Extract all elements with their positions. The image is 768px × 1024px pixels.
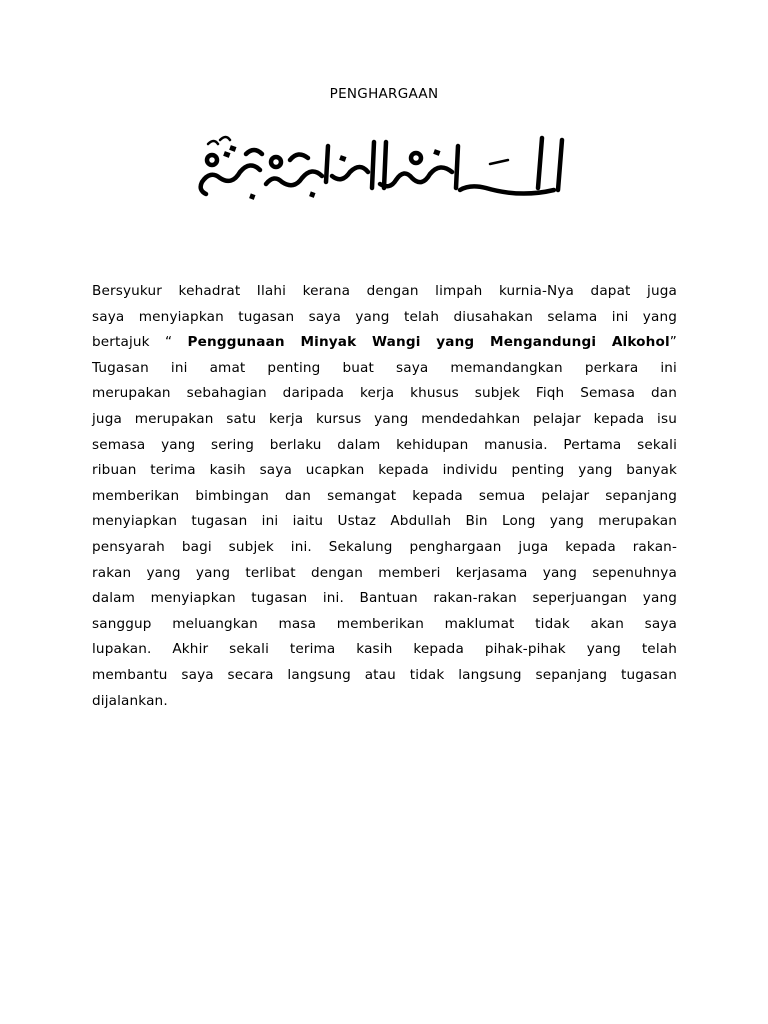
paragraph-line: rakan yang yang terlibat dengan memberi kerjasama yang sepenuhnya [92,564,677,581]
title-quote-close: ” [669,334,677,351]
paragraph-line: dijalankan. [92,692,168,709]
paragraph-line: semasa yang sering berlaku dalam kehidupan manusia. Pertama sekali [92,436,677,453]
paragraph-line: memberikan bimbingan dan semangat kepada semua pelajar sepanjang [92,487,677,504]
paragraph-line: sanggup meluangkan masa memberikan maklumat tidak akan saya [92,615,677,632]
arabic-salam-calligraphy-icon [190,132,570,212]
paragraph-line: merupakan sebahagian daripada kerja khusus subjek Fiqh Semasa dan [92,385,677,402]
paragraph-line: saya menyiapkan tugasan saya yang telah diusahakan selama ini yang [92,308,677,325]
paragraph-line: lupakan. Akhir sekali terima kasih kepada pihak-pihak yang telah [92,641,677,658]
paragraph-line: membantu saya secara langsung atau tidak langsung sepanjang tugasan [92,666,677,683]
title-quote-open: bertajuk “ [92,334,188,351]
assignment-title: Penggunaan Minyak Wangi yang Mengandungi Alkohol [187,334,670,351]
page-title: PENGHARGAAN [329,86,439,102]
paragraph-line: ribuan terima kasih saya ucapkan kepada individu penting yang banyak [92,462,677,479]
paragraph-line: Bersyukur kehadrat Ilahi kerana dengan limpah kurnia-Nya dapat juga [92,283,677,299]
paragraph-line: Tugasan ini amat penting buat saya memandangkan perkara ini [92,359,677,376]
paragraph-line: menyiapkan tugasan ini iaitu Ustaz Abdullah Bin Long yang merupakan [92,513,677,530]
acknowledgement-paragraph [92,279,677,714]
paragraph-line: juga merupakan satu kerja kursus yang mendedahkan pelajar kepada isu [92,410,677,427]
paragraph-line: dalam menyiapkan tugasan ini. Bantuan rakan-rakan seperjuangan yang [92,590,677,607]
paragraph-line: pensyarah bagi subjek ini. Sekalung penghargaan juga kepada rakan- [92,538,677,555]
paragraph-line-with-title [92,330,677,356]
